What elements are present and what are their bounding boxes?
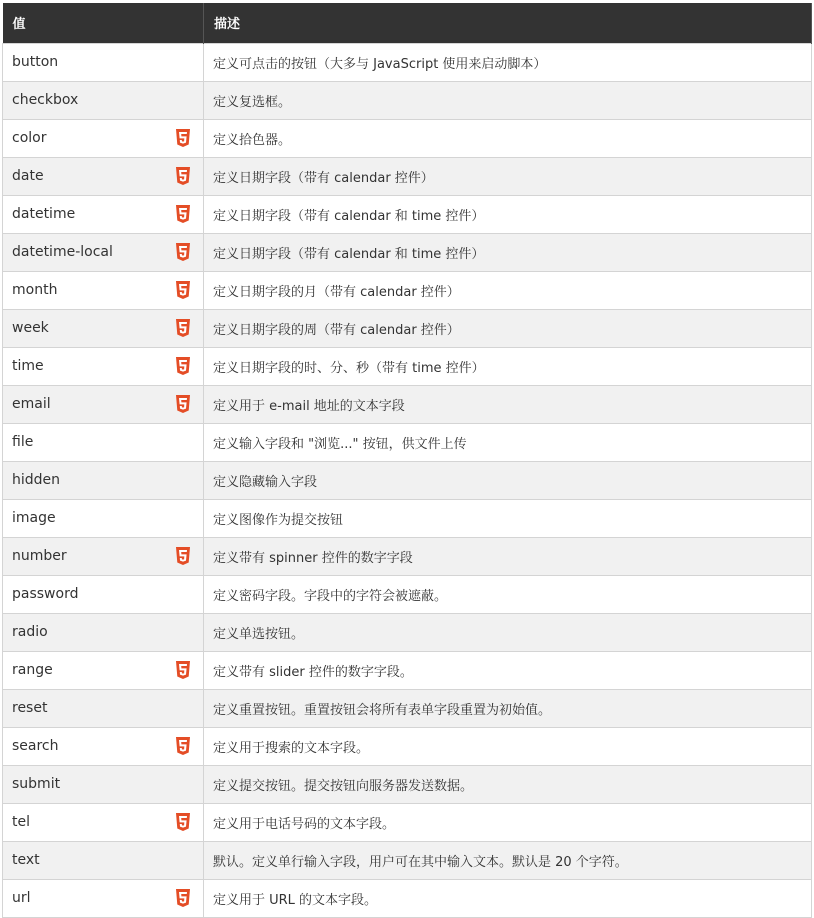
value-cell <box>3 347 204 385</box>
value-cell <box>3 119 204 157</box>
description-cell: 定义用于 URL 的文本字段。 <box>204 879 812 917</box>
table-row <box>3 43 812 81</box>
value-text: search <box>12 738 59 754</box>
table-row <box>3 499 812 537</box>
html5-icon <box>175 813 191 831</box>
description-cell: 定义用于搜索的文本字段。 <box>204 727 812 765</box>
value-text: tel <box>12 814 30 830</box>
description-cell: 定义输入字段和 "浏览..." 按钮，供文件上传 <box>204 423 812 461</box>
description-cell: 定义图像作为提交按钮 <box>204 499 812 537</box>
table-row <box>3 803 812 841</box>
value-cell <box>3 651 204 689</box>
description-cell: 定义用于电话号码的文本字段。 <box>204 803 812 841</box>
value-text: datetime-local <box>12 244 113 260</box>
value-cell <box>3 43 204 81</box>
description-cell: 定义日期字段的周（带有 calendar 控件） <box>204 309 812 347</box>
table-row <box>3 81 812 119</box>
value-text: radio <box>12 624 48 640</box>
value-text: url <box>12 890 31 906</box>
table-row <box>3 575 812 613</box>
value-text: text <box>12 852 40 868</box>
value-cell <box>3 157 204 195</box>
table-row <box>3 537 812 575</box>
value-text: submit <box>12 776 61 792</box>
table-row <box>3 651 812 689</box>
table-row <box>3 613 812 651</box>
value-cell <box>3 81 204 119</box>
value-text: checkbox <box>12 92 79 108</box>
table-row <box>3 119 812 157</box>
value-cell <box>3 803 204 841</box>
description-cell: 定义可点击的按钮（大多与 JavaScript 使用来启动脚本） <box>204 43 812 81</box>
html5-icon <box>175 281 191 299</box>
table-row <box>3 347 812 385</box>
description-cell: 定义日期字段的月（带有 calendar 控件） <box>204 271 812 309</box>
description-cell: 定义提交按钮。提交按钮向服务器发送数据。 <box>204 765 812 803</box>
value-text: file <box>12 434 34 450</box>
value-cell <box>3 423 204 461</box>
value-text: date <box>12 168 44 184</box>
value-text: hidden <box>12 472 61 488</box>
value-cell <box>3 765 204 803</box>
html5-icon <box>175 547 191 565</box>
description-cell: 定义拾色器。 <box>204 119 812 157</box>
value-text: datetime <box>12 206 76 222</box>
html5-icon <box>175 319 191 337</box>
html5-icon <box>175 205 191 223</box>
description-cell: 定义日期字段（带有 calendar 和 time 控件） <box>204 233 812 271</box>
value-cell <box>3 879 204 917</box>
description-cell: 定义日期字段的时、分、秒（带有 time 控件） <box>204 347 812 385</box>
table-row <box>3 309 812 347</box>
description-cell: 定义带有 spinner 控件的数字字段 <box>204 537 812 575</box>
header-description: 描述 <box>204 3 812 43</box>
value-cell <box>3 309 204 347</box>
value-text: email <box>12 396 51 412</box>
value-cell <box>3 461 204 499</box>
header-value: 值 <box>3 3 204 43</box>
table-row <box>3 233 812 271</box>
value-cell <box>3 499 204 537</box>
value-text: week <box>12 320 49 336</box>
description-cell: 定义日期字段（带有 calendar 控件） <box>204 157 812 195</box>
description-cell: 定义带有 slider 控件的数字字段。 <box>204 651 812 689</box>
description-cell: 定义日期字段（带有 calendar 和 time 控件） <box>204 195 812 233</box>
value-text: range <box>12 662 53 678</box>
html5-icon <box>175 129 191 147</box>
value-text: number <box>12 548 67 564</box>
description-cell: 定义单选按钮。 <box>204 613 812 651</box>
table-row <box>3 879 812 917</box>
value-text: button <box>12 54 59 70</box>
table-row <box>3 765 812 803</box>
value-cell <box>3 689 204 727</box>
html5-icon <box>175 889 191 907</box>
description-cell: 定义隐藏输入字段 <box>204 461 812 499</box>
description-cell: 定义复选框。 <box>204 81 812 119</box>
html5-icon <box>175 661 191 679</box>
table-row <box>3 271 812 309</box>
table-row <box>3 461 812 499</box>
value-text: month <box>12 282 58 298</box>
value-cell <box>3 613 204 651</box>
table-row <box>3 689 812 727</box>
table-header-row <box>3 3 812 43</box>
table-body <box>3 43 812 917</box>
html5-icon <box>175 167 191 185</box>
description-cell: 定义重置按钮。重置按钮会将所有表单字段重置为初始值。 <box>204 689 812 727</box>
input-types-table <box>2 3 812 918</box>
description-cell: 默认。定义单行输入字段，用户可在其中输入文本。默认是 20 个字符。 <box>204 841 812 879</box>
html5-icon <box>175 737 191 755</box>
description-cell: 定义密码字段。字段中的字符会被遮蔽。 <box>204 575 812 613</box>
value-cell <box>3 575 204 613</box>
value-text: password <box>12 586 79 602</box>
value-text: reset <box>12 700 48 716</box>
value-cell <box>3 385 204 423</box>
html5-icon <box>175 243 191 261</box>
html5-icon <box>175 357 191 375</box>
value-cell <box>3 233 204 271</box>
value-cell <box>3 727 204 765</box>
table-row <box>3 195 812 233</box>
value-text: color <box>12 130 47 146</box>
table-row <box>3 423 812 461</box>
value-cell <box>3 841 204 879</box>
value-cell <box>3 195 204 233</box>
value-text: time <box>12 358 44 374</box>
value-text: image <box>12 510 56 526</box>
value-cell <box>3 537 204 575</box>
table-row <box>3 157 812 195</box>
value-cell <box>3 271 204 309</box>
table-row <box>3 841 812 879</box>
table-row <box>3 385 812 423</box>
html5-icon <box>175 395 191 413</box>
table-row <box>3 727 812 765</box>
description-cell: 定义用于 e-mail 地址的文本字段 <box>204 385 812 423</box>
